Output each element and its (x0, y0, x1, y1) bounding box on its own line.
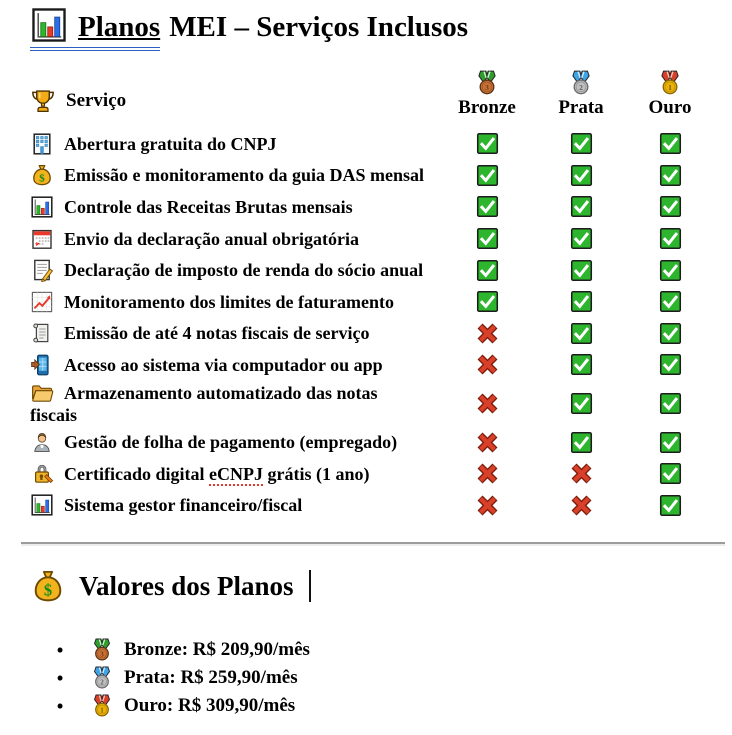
service-cell[interactable] (30, 195, 440, 219)
table-row (0, 223, 732, 255)
check-icon[interactable] (659, 462, 682, 485)
label-part-post[interactable]: grátis (1 ano) (262, 463, 370, 484)
barchart-icon (30, 493, 54, 517)
ouro-header-label[interactable]: Ouro (648, 97, 692, 118)
check-icon[interactable] (476, 259, 499, 282)
check-icon[interactable] (570, 431, 593, 454)
title-linked-part[interactable] (30, 6, 160, 51)
check-icon[interactable] (570, 195, 593, 218)
cross-icon[interactable] (476, 462, 499, 485)
calendar-icon (30, 227, 54, 251)
service-label[interactable]: Sistema gestor financeiro/fiscal (64, 495, 303, 516)
cross-icon[interactable] (476, 392, 499, 415)
money-bag-icon (30, 568, 66, 604)
phone-icon (30, 353, 54, 377)
check-icon[interactable] (570, 132, 593, 155)
check-icon[interactable] (659, 195, 682, 218)
check-icon[interactable] (570, 392, 593, 415)
check-icon[interactable] (570, 353, 593, 376)
service-cell[interactable] (30, 321, 440, 345)
misspelled-word[interactable]: eCNPJ (208, 463, 263, 484)
horizontal-divider (21, 542, 725, 544)
check-icon[interactable] (570, 164, 593, 187)
cross-icon[interactable] (570, 494, 593, 517)
cross-icon[interactable] (476, 322, 499, 345)
receipt-icon (30, 321, 54, 345)
list-item[interactable] (0, 636, 732, 664)
service-cell[interactable] (30, 163, 440, 187)
column-header-bronze[interactable] (440, 64, 534, 119)
table-body (0, 128, 732, 521)
column-header-ouro[interactable] (628, 64, 712, 119)
table-row (0, 458, 732, 490)
service-cell[interactable] (30, 381, 398, 427)
check-icon[interactable] (570, 322, 593, 345)
table-row (0, 286, 732, 318)
service-label[interactable]: Declaração de imposto de renda do sócio anual (64, 260, 424, 281)
cross-icon[interactable] (570, 462, 593, 485)
service-cell[interactable] (30, 227, 440, 251)
person-icon (30, 430, 54, 454)
check-icon[interactable] (659, 322, 682, 345)
check-icon[interactable] (570, 259, 593, 282)
service-cell[interactable] (30, 353, 440, 377)
list-item[interactable] (0, 664, 732, 692)
valores-heading[interactable] (30, 566, 311, 606)
barchart-icon (30, 195, 54, 219)
service-cell[interactable] (30, 132, 440, 156)
service-label[interactable]: Envio da declaração anual obrigatória (64, 228, 360, 249)
gold-medal-icon (90, 694, 114, 718)
label-part-pre[interactable]: Certificado digital (64, 463, 209, 484)
check-icon[interactable] (659, 259, 682, 282)
list-item[interactable] (0, 692, 732, 720)
title-rest[interactable]: MEI – Serviços Inclusos (169, 11, 469, 43)
service-cell[interactable] (30, 258, 440, 282)
chartup-icon (30, 290, 54, 314)
table-row (0, 349, 732, 381)
page-title[interactable] (30, 6, 468, 51)
service-cell[interactable] (30, 462, 440, 486)
service-label[interactable] (64, 464, 369, 486)
service-label[interactable]: Monitoramento dos limites de faturamento (64, 291, 394, 312)
cross-icon[interactable] (476, 494, 499, 517)
table-row (0, 381, 732, 427)
bullet-dot: • (56, 637, 64, 662)
bronze-header-label[interactable]: Bronze (458, 97, 516, 118)
servico-header-label[interactable]: Serviço (66, 89, 127, 111)
lock-icon (30, 462, 54, 486)
price-list (0, 636, 732, 720)
service-cell[interactable] (30, 493, 440, 517)
check-icon[interactable] (570, 290, 593, 313)
bronze-medal-icon (90, 638, 114, 662)
price-text[interactable]: Ouro: R$ 309,90/mês (124, 695, 296, 716)
check-icon[interactable] (659, 392, 682, 415)
check-icon[interactable] (659, 431, 682, 454)
check-icon[interactable] (476, 195, 499, 218)
check-icon[interactable] (476, 132, 499, 155)
bar-chart-icon (30, 6, 68, 44)
table-row (0, 254, 732, 286)
silver-medal-icon (90, 666, 114, 690)
check-icon[interactable] (659, 290, 682, 313)
bullet-dot: • (56, 665, 64, 690)
service-label[interactable]: Emissão e monitoramento da guia DAS mensal (64, 165, 425, 186)
building-icon (30, 132, 54, 156)
check-icon[interactable] (659, 227, 682, 250)
trophy-icon (30, 88, 56, 114)
check-icon[interactable] (570, 227, 593, 250)
check-icon[interactable] (659, 353, 682, 376)
service-label[interactable]: Armazenamento automatizado das notas fiscais (30, 382, 378, 425)
valores-heading-label[interactable]: Valores dos Planos (79, 571, 294, 601)
column-header-servico[interactable] (30, 82, 440, 119)
table-row (0, 318, 732, 350)
text-cursor (309, 570, 312, 602)
bullet-dot: • (56, 693, 64, 718)
service-label[interactable]: Controle das Receitas Brutas mensais (64, 196, 353, 217)
service-cell[interactable] (30, 290, 440, 314)
column-header-prata[interactable] (534, 64, 628, 119)
service-label[interactable]: Acesso ao sistema via computador ou app (64, 354, 383, 375)
table-row (0, 128, 732, 160)
price-text[interactable]: Prata: R$ 259,90/mês (124, 667, 298, 688)
service-label[interactable]: Gestão de folha de pagamento (empregado) (64, 432, 398, 453)
table-header-row (0, 64, 732, 119)
bronze-medal-icon (474, 70, 500, 96)
service-cell[interactable] (30, 430, 440, 454)
check-icon[interactable] (659, 132, 682, 155)
price-text[interactable]: Bronze: R$ 209,90/mês (124, 639, 310, 660)
check-icon[interactable] (476, 290, 499, 313)
silver-medal-icon (568, 70, 594, 96)
gold-medal-icon (657, 70, 683, 96)
table-row (0, 160, 732, 192)
check-icon[interactable] (659, 494, 682, 517)
table-row (0, 490, 732, 522)
cross-icon[interactable] (476, 353, 499, 376)
service-label[interactable]: Emissão de até 4 notas fiscais de serviço (64, 323, 370, 344)
check-icon[interactable] (476, 227, 499, 250)
service-label[interactable]: Abertura gratuita do CNPJ (64, 133, 277, 154)
cross-icon[interactable] (476, 431, 499, 454)
services-table (0, 64, 732, 521)
folder-icon (30, 381, 54, 405)
table-row (0, 426, 732, 458)
memo-icon (30, 258, 54, 282)
check-icon[interactable] (476, 164, 499, 187)
prata-header-label[interactable]: Prata (558, 97, 604, 118)
title-linked-word[interactable]: Planos (78, 11, 161, 43)
check-icon[interactable] (659, 164, 682, 187)
table-row (0, 191, 732, 223)
moneybag-icon (30, 163, 54, 187)
